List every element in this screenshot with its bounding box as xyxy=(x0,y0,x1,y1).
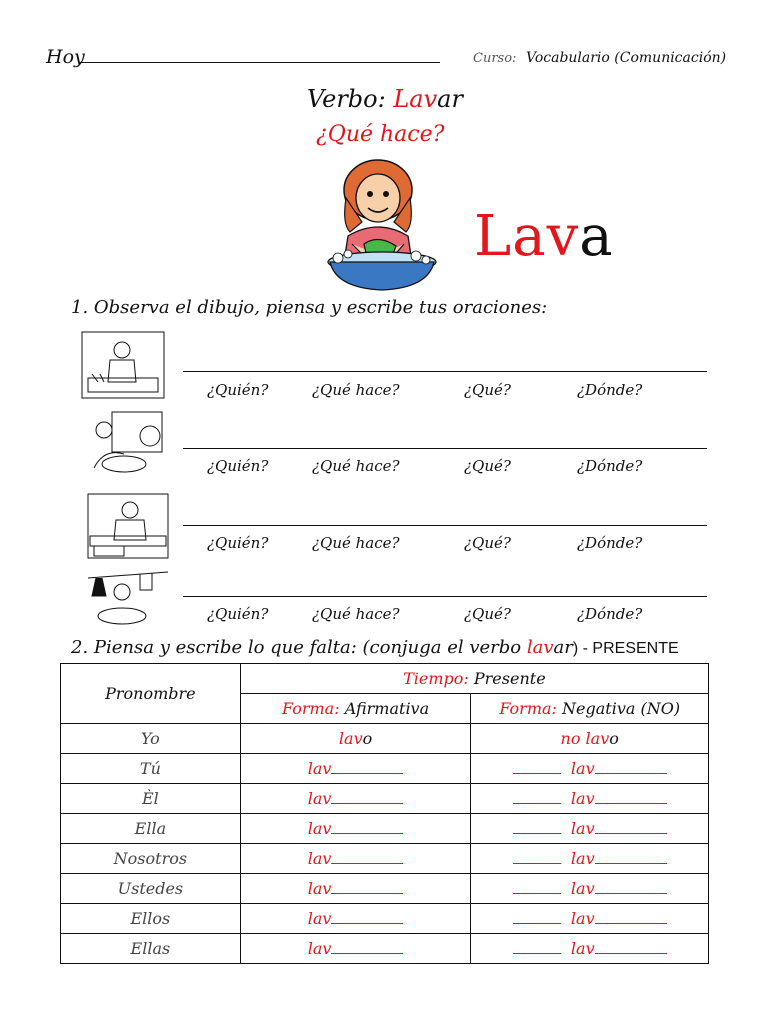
negative-cell[interactable]: lav xyxy=(471,814,709,844)
pronoun-cell: Yo xyxy=(61,724,241,754)
section2-verb-ending: ar xyxy=(553,637,573,658)
question-row-2 xyxy=(0,457,768,477)
curso-label: Curso: xyxy=(473,51,517,66)
table-row xyxy=(61,934,709,964)
big-verb-word xyxy=(474,204,614,269)
table-row xyxy=(61,814,709,844)
negative-cell[interactable]: lav xyxy=(471,844,709,874)
verb-title xyxy=(307,85,463,113)
negative-cell[interactable]: lav xyxy=(471,934,709,964)
pronoun-cell: Ellos xyxy=(61,904,241,934)
what-does-question: ¿Qué hace? xyxy=(312,534,400,552)
question-row-4 xyxy=(0,605,768,625)
negative-cell[interactable]: lav xyxy=(471,904,709,934)
course-name: Vocabulario (Comunicación) xyxy=(526,50,727,66)
what-question: ¿Qué? xyxy=(464,605,511,623)
woman-washing-illustration xyxy=(326,158,438,292)
where-question: ¿Dónde? xyxy=(577,457,643,475)
pronombre-header: Pronombre xyxy=(61,664,241,724)
big-word-part2: v xyxy=(546,204,580,269)
section2-instruction xyxy=(71,637,679,658)
verb-ending: ar xyxy=(437,85,463,113)
who-question: ¿Quién? xyxy=(207,534,269,552)
question-row-3 xyxy=(0,534,768,554)
affirmative-cell[interactable]: lav xyxy=(240,934,471,964)
negativa-header: Forma: Negativa (NO) xyxy=(471,694,709,724)
afirmativa-header: Forma: Afirmativa xyxy=(240,694,471,724)
what-question: ¿Qué? xyxy=(464,457,511,475)
pronoun-cell: Ellas xyxy=(61,934,241,964)
affirmative-cell[interactable]: lav xyxy=(240,844,471,874)
sentence-line-3[interactable] xyxy=(183,525,707,526)
section2-verb-stem: lav xyxy=(526,637,554,658)
hoy-label: Hoy xyxy=(46,46,85,68)
affirmative-cell[interactable]: lav xyxy=(240,874,471,904)
table-row xyxy=(61,874,709,904)
where-question: ¿Dónde? xyxy=(577,605,643,623)
pronoun-cell: Tú xyxy=(61,754,241,784)
affirmative-cell[interactable]: lav xyxy=(240,814,471,844)
sentence-line-1[interactable] xyxy=(183,371,707,372)
who-question: ¿Quién? xyxy=(207,605,269,623)
verb-stem: Lav xyxy=(393,85,438,113)
table-row xyxy=(61,904,709,934)
pronoun-cell: Ella xyxy=(61,814,241,844)
section2-text-1: 2. Piensa y escribe lo que falta: (conjuga el verbo xyxy=(71,637,527,658)
negative-cell: no lavo xyxy=(471,724,709,754)
big-word-part1: La xyxy=(474,204,547,269)
pronoun-cell: Nosotros xyxy=(61,844,241,874)
affirmative-cell[interactable]: lav xyxy=(240,904,471,934)
table-row xyxy=(61,754,709,784)
where-question: ¿Dónde? xyxy=(577,381,643,399)
section2-text-2: ) - PRESENTE xyxy=(572,640,679,657)
affirmative-cell[interactable]: lav xyxy=(240,784,471,814)
negative-cell[interactable]: lav xyxy=(471,784,709,814)
conjugation-table xyxy=(60,663,709,964)
what-does-question: ¿Qué hace? xyxy=(312,457,400,475)
negative-cell[interactable]: lav xyxy=(471,754,709,784)
question-row-1 xyxy=(0,381,768,401)
where-question: ¿Dónde? xyxy=(577,534,643,552)
verbo-label: Verbo: xyxy=(307,85,386,113)
affirmative-cell[interactable]: lav xyxy=(240,754,471,784)
pronoun-cell: Èl xyxy=(61,784,241,814)
negative-cell[interactable]: lav xyxy=(471,874,709,904)
table-row xyxy=(61,844,709,874)
who-question: ¿Quién? xyxy=(207,381,269,399)
what-does-question: ¿Qué hace? xyxy=(312,381,400,399)
question-title: ¿Qué hace? xyxy=(316,122,445,147)
affirmative-cell: lavo xyxy=(240,724,471,754)
what-question: ¿Qué? xyxy=(464,381,511,399)
what-does-question: ¿Qué hace? xyxy=(312,605,400,623)
tiempo-header: Tiempo: Presente xyxy=(240,664,708,694)
date-line[interactable] xyxy=(80,62,440,63)
table-row xyxy=(61,724,709,754)
section1-instruction: 1. Observa el dibujo, piensa y escribe tus oraciones: xyxy=(71,297,548,318)
who-question: ¿Quién? xyxy=(207,457,269,475)
what-question: ¿Qué? xyxy=(464,534,511,552)
table-row xyxy=(61,784,709,814)
pronoun-cell: Ustedes xyxy=(61,874,241,904)
big-word-part3: a xyxy=(579,204,614,269)
sentence-line-4[interactable] xyxy=(183,596,707,597)
sentence-line-2[interactable] xyxy=(183,448,707,449)
